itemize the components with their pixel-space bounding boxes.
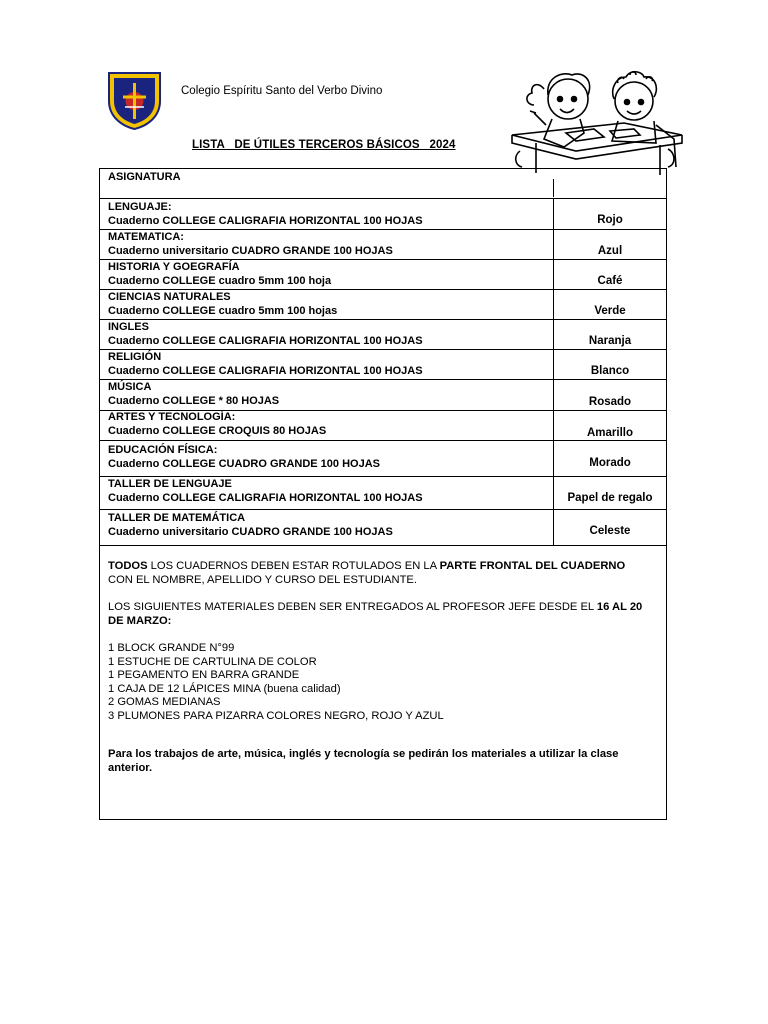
instruction-text-end: CON EL NOMBRE, APELLIDO Y CURSO DEL ESTUDIANTE. xyxy=(108,573,417,586)
notebook-description: Cuaderno COLLEGE CALIGRAFIA HORIZONTAL 100 HOJAS xyxy=(108,492,423,504)
subject-name: RELIGIÓN xyxy=(108,351,162,363)
color-cell xyxy=(553,350,666,379)
subject-name: TALLER DE LENGUAJE xyxy=(108,478,232,490)
subject-cell xyxy=(108,350,423,378)
subject-cell xyxy=(108,477,423,505)
table-row xyxy=(100,229,666,259)
notes-section xyxy=(100,545,666,819)
notebook-color: Verde xyxy=(594,305,626,317)
notebook-description: Cuaderno COLLEGE cuadro 5mm 100 hojas xyxy=(108,305,338,317)
subject-cell xyxy=(108,380,279,408)
table-row xyxy=(100,319,666,349)
subject-name: MATEMATICA: xyxy=(108,231,184,243)
subject-cell xyxy=(108,230,393,258)
delivery-text: LOS SIGUIENTES MATERIALES DEBEN SER ENTREGADOS AL PROFESOR JEFE DESDE EL xyxy=(108,601,597,613)
subject-name: INGLES xyxy=(108,321,149,333)
emphasis-front-cover: PARTE FRONTAL DEL CUADERNO xyxy=(439,560,626,572)
notebook-color: Papel de regalo xyxy=(567,492,653,504)
materials-list xyxy=(108,642,643,724)
notebook-description: Cuaderno COLLEGE CALIGRAFIA HORIZONTAL 100 HOJAS xyxy=(108,365,423,377)
list-item: 3 PLUMONES PARA PIZARRA COLORES NEGRO, ROJO Y AZUL xyxy=(108,709,444,722)
notebook-color: Blanco xyxy=(590,365,630,377)
notebook-color: Amarillo xyxy=(586,427,633,439)
notebook-description: Cuaderno universitario CUADRO GRANDE 100 HOJAS xyxy=(108,245,393,257)
school-name: Colegio Espíritu Santo del Verbo Divino xyxy=(181,85,383,97)
labeling-instruction xyxy=(108,560,643,587)
supplies-table xyxy=(99,168,667,820)
instruction-text: LOS CUADERNOS DEBEN ESTAR ROTULADOS EN LA xyxy=(147,560,440,572)
table-row xyxy=(100,198,666,229)
color-cell xyxy=(553,380,666,410)
notebook-description: Cuaderno COLLEGE CALIGRAFIA HORIZONTAL 100 HOJAS xyxy=(108,215,423,227)
subject-cell xyxy=(108,443,380,471)
notebook-description: Cuaderno COLLEGE * 80 HOJAS xyxy=(108,395,280,407)
color-cell xyxy=(553,230,666,259)
subject-name: ARTES Y TECNOLOGÍA: xyxy=(108,411,236,423)
list-item: 1 CAJA DE 12 LÁPICES MINA (buena calidad) xyxy=(108,682,341,695)
subject-name: MÚSICA xyxy=(108,381,152,393)
color-cell xyxy=(553,441,666,476)
subject-cell xyxy=(108,410,326,438)
school-crest-logo xyxy=(107,71,162,131)
color-cell xyxy=(553,411,666,440)
table-row xyxy=(100,476,666,509)
color-cell xyxy=(553,290,666,319)
delivery-instruction xyxy=(108,601,643,628)
subject-name: TALLER DE MATEMÁTICA xyxy=(108,512,246,524)
list-item: 1 ESTUCHE DE CARTULINA DE COLOR xyxy=(108,655,317,668)
table-header-row xyxy=(100,169,666,198)
subject-name: LENGUAJE: xyxy=(108,201,172,213)
list-item: 2 GOMAS MEDIANAS xyxy=(108,696,221,709)
subject-cell xyxy=(108,320,423,348)
table-row xyxy=(100,259,666,289)
notebook-color: Celeste xyxy=(589,525,631,537)
notebook-color: Rosado xyxy=(588,396,632,408)
notebook-color: Rojo xyxy=(597,214,623,226)
notebook-description: Cuaderno COLLEGE CROQUIS 80 HOJAS xyxy=(108,425,327,437)
list-item: 1 BLOCK GRANDE N°99 xyxy=(108,642,235,654)
color-cell xyxy=(553,510,666,545)
subject-name: CIENCIAS NATURALES xyxy=(108,291,231,303)
color-cell xyxy=(553,477,666,509)
list-item: 1 PEGAMENTO EN BARRA GRANDE xyxy=(108,669,300,682)
closing-note: Para los trabajos de arte, música, inglés y tecnología se pedirán los materiales a utilizar la clase anterior. xyxy=(108,748,619,774)
subject-cell xyxy=(108,200,423,228)
subject-name: EDUCACIÓN FÍSICA: xyxy=(108,444,218,456)
color-cell xyxy=(553,320,666,349)
table-row xyxy=(100,410,666,440)
subject-cell xyxy=(108,260,331,288)
emphasis-todos: TODOS xyxy=(108,560,148,572)
notebook-description: Cuaderno universitario CUADRO GRANDE 100 HOJAS xyxy=(108,526,393,538)
color-cell xyxy=(553,260,666,289)
table-row xyxy=(100,440,666,476)
table-row xyxy=(100,379,666,410)
notebook-color: Morado xyxy=(589,457,631,469)
column-header-subject: ASIGNATURA xyxy=(108,171,181,183)
notebook-description: Cuaderno COLLEGE CALIGRAFIA HORIZONTAL 100 HOJAS xyxy=(108,335,423,347)
notebook-color: Naranja xyxy=(588,335,632,347)
subject-cell xyxy=(108,290,337,318)
table-row xyxy=(100,289,666,319)
notebook-description: Cuaderno COLLEGE cuadro 5mm 100 hoja xyxy=(108,275,332,287)
subject-cell xyxy=(108,511,393,539)
table-row xyxy=(100,509,666,545)
notebook-color: Azul xyxy=(597,245,623,257)
children-studying-illustration xyxy=(506,69,686,181)
subject-name: HISTORIA Y GOEGRAFÍA xyxy=(108,261,240,273)
table-row xyxy=(100,349,666,379)
document-title: LISTA DE ÚTILES TERCEROS BÁSICOS 2024 xyxy=(192,139,456,151)
notebook-description: Cuaderno COLLEGE CUADRO GRANDE 100 HOJAS xyxy=(108,458,380,470)
delivery-dates: 16 AL 20 DE MARZO: xyxy=(108,601,643,627)
notebook-color: Café xyxy=(597,275,623,287)
color-cell xyxy=(553,199,666,229)
column-header-color xyxy=(553,179,667,197)
